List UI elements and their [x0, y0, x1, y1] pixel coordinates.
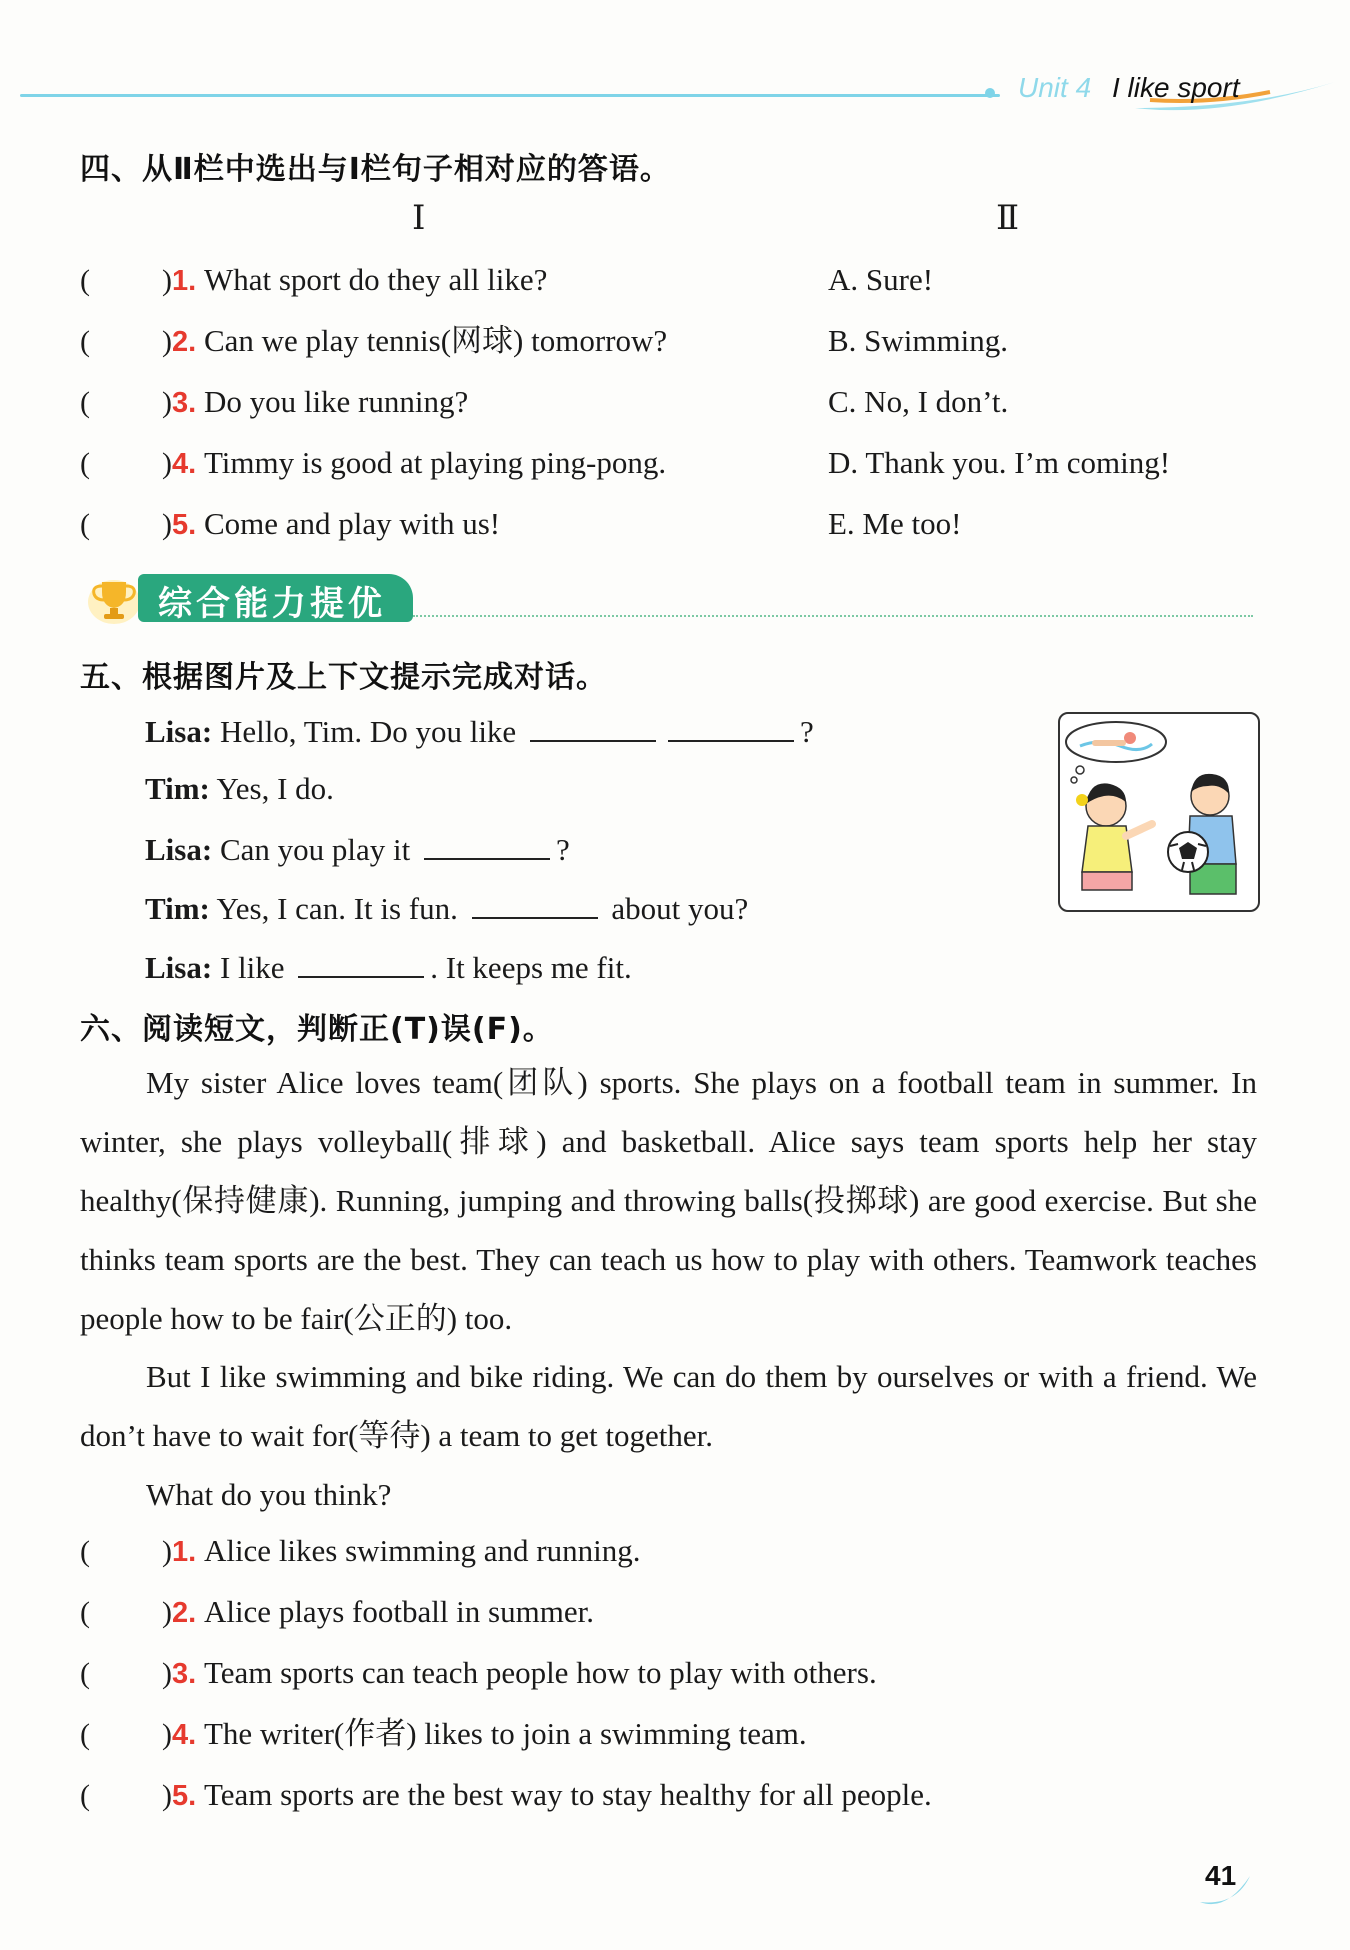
- answer-option: B. Swimming.: [828, 323, 1009, 358]
- question-row: ( )2. Can we play tennis(网球) tomorrow?: [80, 323, 668, 358]
- dialogue-line: [145, 946, 632, 988]
- dialogue-text: Can you play it: [212, 832, 418, 867]
- answer-paren[interactable]: (: [80, 386, 90, 419]
- answer-paren[interactable]: (: [80, 325, 90, 358]
- question-row: ( )3. Do you like running?: [80, 384, 469, 419]
- section5-title: 五、根据图片及上下文提示完成对话。: [80, 660, 607, 695]
- answer-blank[interactable]: [530, 710, 656, 742]
- banner-title: 综合能力提优: [158, 584, 386, 624]
- question-text: Timmy is good at playing ping-pong.: [203, 445, 667, 480]
- statement-number: 4.: [172, 1719, 197, 1751]
- statement-row: ( )2. Alice plays football in summer.: [80, 1594, 594, 1629]
- dialogue-line: [145, 887, 748, 929]
- dialogue-text: about you?: [603, 891, 749, 926]
- statement-row: ( )4. The writer(作者) likes to join a swimming team.: [80, 1716, 807, 1751]
- kids-football-illustration: [1060, 714, 1258, 910]
- answer-blank[interactable]: [472, 887, 598, 919]
- statement-number: 3.: [172, 1658, 197, 1690]
- question-text: Come and play with us!: [203, 506, 501, 541]
- reading-paragraph-3: What do you think?: [146, 1477, 392, 1512]
- dialogue-text: Hello, Tim. Do you like: [212, 714, 524, 749]
- dialogue-text: ?: [799, 714, 814, 749]
- answer-option: E. Me too!: [828, 506, 962, 541]
- question-row: ( )5. Come and play with us!: [80, 506, 501, 541]
- dialogue-line: [145, 769, 334, 809]
- question-number: 2.: [172, 326, 197, 358]
- statement-row: ( )1. Alice likes swimming and running.: [80, 1533, 641, 1568]
- answer-option: D. Thank you. I’m coming!: [828, 445, 1171, 480]
- question-row: ( )4. Timmy is good at playing ping-pong.: [80, 445, 667, 480]
- column-header-1: Ⅰ: [412, 200, 426, 237]
- answer-blank[interactable]: [424, 828, 550, 860]
- speaker: Tim:: [145, 891, 210, 926]
- answer-paren[interactable]: (: [80, 1535, 90, 1568]
- question-number: 4.: [172, 448, 197, 480]
- reading-paragraph-2: But I like swimming and bike riding. We can do them by ourselves or with a friend. We don’t have to wait for(等待) a team to get together.: [80, 1359, 1257, 1453]
- question-number: 1.: [172, 265, 197, 297]
- dialogue-text: I like: [212, 950, 293, 985]
- header-rule: [20, 94, 1000, 97]
- statement-text: The writer(作者) likes to join a swimming team.: [203, 1716, 807, 1751]
- speaker: Lisa:: [145, 832, 213, 867]
- speaker: Lisa:: [145, 950, 213, 985]
- statement-row: ( )5. Team sports are the best way to stay healthy for all people.: [80, 1777, 932, 1812]
- question-number: 5.: [172, 509, 197, 541]
- answer-blank[interactable]: [298, 946, 424, 978]
- question-text: Can we play tennis(网球) tomorrow?: [203, 323, 668, 358]
- answer-paren[interactable]: (: [80, 447, 90, 480]
- dialogue-text: ?: [555, 832, 570, 867]
- page-number: 41: [1205, 1860, 1237, 1891]
- column-header-2: Ⅱ: [996, 200, 1020, 237]
- answer-option: C. No, I don’t.: [828, 384, 1009, 419]
- answer-paren[interactable]: (: [80, 1718, 90, 1751]
- answer-paren[interactable]: (: [80, 264, 90, 297]
- trophy-icon: [86, 572, 142, 626]
- speaker: Tim:: [145, 771, 210, 806]
- header-title: I like sport: [1112, 72, 1240, 103]
- statement-text: Team sports are the best way to stay healthy for all people.: [203, 1777, 932, 1812]
- answer-paren[interactable]: (: [80, 1596, 90, 1629]
- statement-text: Alice likes swimming and running.: [203, 1533, 641, 1568]
- dialogue-text: . It keeps me fit.: [430, 950, 632, 985]
- statement-text: Team sports can teach people how to play with others.: [203, 1655, 877, 1690]
- question-text: Do you like running?: [203, 384, 469, 419]
- answer-paren[interactable]: (: [80, 508, 90, 541]
- answer-blank[interactable]: [668, 710, 794, 742]
- statement-number: 5.: [172, 1780, 197, 1812]
- dialogue-text: Yes, I do.: [209, 771, 334, 806]
- dialogue-line: [145, 828, 570, 870]
- section4-title: 四、从Ⅱ栏中选出与Ⅰ栏句子相对应的答语。: [80, 152, 671, 187]
- answer-paren[interactable]: (: [80, 1657, 90, 1690]
- statement-number: 1.: [172, 1536, 197, 1568]
- answer-paren[interactable]: (: [80, 1779, 90, 1812]
- dialogue-line: [145, 710, 814, 752]
- question-number: 3.: [172, 387, 197, 419]
- reading-paragraph-1: My sister Alice loves team(团队) sports. She plays on a football team in summer. In winter, she plays volleyball(排球) and basketball. Alice says team sports help her stay healthy(保持健康). Running, jumping and throwing balls(投掷球) are good exercise. But she thinks team sports are the best. They can teach us how to play with others. Teamwork teaches people how to be fair(公正的) too.: [80, 1065, 1257, 1336]
- statement-row: ( )3. Team sports can teach people how to play with others.: [80, 1655, 877, 1690]
- page-number-swoosh-icon: [1196, 1872, 1256, 1912]
- speaker: Lisa:: [145, 714, 213, 749]
- statement-text: Alice plays football in summer.: [203, 1594, 594, 1629]
- dialogue-illustration: [1058, 712, 1260, 912]
- answer-option: A. Sure!: [828, 262, 934, 297]
- section6-title: 六、阅读短文，判断正(T)误(F)。: [80, 1012, 554, 1047]
- header-unit: Unit 4: [1018, 72, 1092, 103]
- question-text: What sport do they all like?: [203, 262, 548, 297]
- question-row: ( )1. What sport do they all like?: [80, 262, 548, 297]
- header-dot: [985, 88, 995, 98]
- dialogue-text: Yes, I can. It is fun.: [209, 891, 466, 926]
- statement-number: 2.: [172, 1597, 197, 1629]
- banner-dotted-rule: [413, 615, 1253, 617]
